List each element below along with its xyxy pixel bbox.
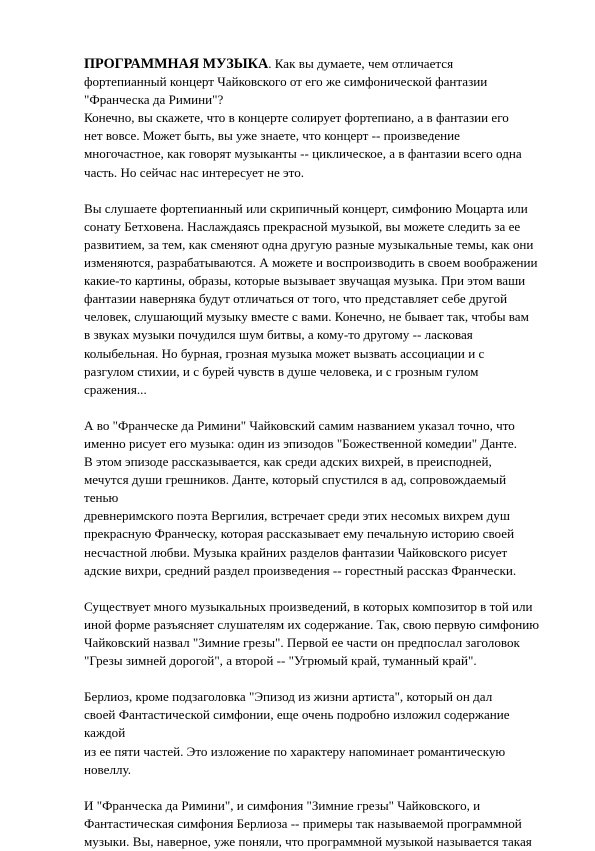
text-line: Вы слушаете фортепианный или скрипичный концерт, симфонию Моцарта или	[84, 200, 528, 216]
text-line: Берлиоз, кроме подзаголовка "Эпизод из жизни артиста", который он дал	[84, 689, 493, 705]
text-line: изменяются, разрабатываются. А можете и воспроизводить в своем воображении	[84, 255, 538, 271]
text-line: новеллу.	[84, 761, 132, 777]
text-line: Фантастическая симфония Берлиоза -- примеры так называемой программной	[84, 815, 522, 831]
text-line: именно рисует его музыка: один из эпизодов "Божественной комедии" Данте.	[84, 435, 517, 451]
paragraph-gap	[84, 399, 554, 417]
text-line: каждой	[84, 725, 126, 741]
text-line: фортепианный концерт Чайковского от его же симфонической фантазии	[84, 74, 488, 90]
text-line: И "Франческа да Римини", и симфония "Зимние грезы" Чайковского, и	[84, 797, 481, 813]
text-line	[84, 55, 554, 73]
paragraph-gap	[84, 779, 554, 797]
text-line: несчастной любви. Музыка крайних разделов фантазии Чайковского рисует	[84, 544, 508, 560]
text-line: многочастное, как говорят музыканты -- циклическое, а в фантазии всего одна	[84, 146, 522, 162]
text-line: А во "Франческе да Римини" Чайковский самим названием указал точно, что	[84, 417, 515, 433]
text-line: разгулом стихии, и с бурей чувств в душе человека, и с грозным гулом	[84, 363, 479, 379]
text-line: в звуках музыки почудился шум битвы, а кому-то другому -- ласковая	[84, 327, 473, 343]
text-line: тенью	[84, 490, 119, 506]
text-line: сонату Бетховена. Наслаждаясь прекрасной музыкой, вы можете следить за ее	[84, 218, 521, 234]
text-line: прекрасную Франческу, которая рассказывает ему печальную историю своей	[84, 526, 515, 542]
text-line: мечутся души грешников. Данте, который спустился в ад, сопровождаемый	[84, 472, 507, 488]
text-line: древнеримского поэта Вергилия, встречает среди этих несомых вихрем душ	[84, 508, 510, 524]
text-line: сражения...	[84, 381, 147, 397]
text-line: Существует много музыкальных произведений, в которых композитор в той или	[84, 598, 533, 614]
text-line: развитием, за тем, как сменяют одна другую разные музыкальные темы, как они	[84, 236, 534, 252]
heading-continuation: . Как вы думаете, чем отличается	[268, 56, 454, 71]
text-line: музыки. Вы, наверное, уже поняли, что программной музыкой называется такая	[84, 834, 532, 850]
text-line: "Грезы зимней дорогой", а второй -- "Угрюмый край, туманный край".	[84, 653, 477, 669]
text-line: часть. Но сейчас нас интересует не это.	[84, 164, 305, 180]
text-line: нет вовсе. Может быть, вы уже знаете, что концерт -- произведение	[84, 128, 460, 144]
paragraph-gap	[84, 182, 554, 200]
text-line: из ее пяти частей. Это изложение по характеру напоминает романтическую	[84, 743, 506, 759]
text-line: "Франческа да Римини"?	[84, 92, 224, 108]
text-line: фантазии наверняка будут отличаться от того, что представляет себе другой	[84, 291, 508, 307]
document-body	[84, 55, 554, 851]
text-line: Конечно, вы скажете, что в концерте солирует фортепиано, а в фантазии его	[84, 110, 509, 126]
text-line: человек, слушающий музыку вместе с вами. Конечно, не бывает так, чтобы вам	[84, 309, 529, 325]
text-line: адские вихри, средний раздел произведения -- горестный рассказ Франчески.	[84, 562, 517, 578]
text-line: своей Фантастической симфонии, еще очень подробно изложил содержание	[84, 707, 510, 723]
text-line: В этом эпизоде рассказывается, как среди адских вихрей, в преисподней,	[84, 454, 492, 470]
text-line: иной форме разъясняет слушателям их содержание. Так, свою первую симфонию	[84, 616, 540, 632]
text-line: какие-то картины, образы, которые вызывает звучащая музыка. При этом ваши	[84, 273, 526, 289]
document-heading: ПРОГРАММНАЯ МУЗЫКА	[84, 56, 269, 72]
text-line: колыбельная. Но бурная, грозная музыка может вызвать ассоциации и с	[84, 345, 485, 361]
paragraph-gap	[84, 670, 554, 688]
text-line: Чайковский назвал "Зимние грезы". Первой ее части он предпослал заголовок	[84, 635, 520, 650]
paragraph-gap	[84, 580, 554, 598]
